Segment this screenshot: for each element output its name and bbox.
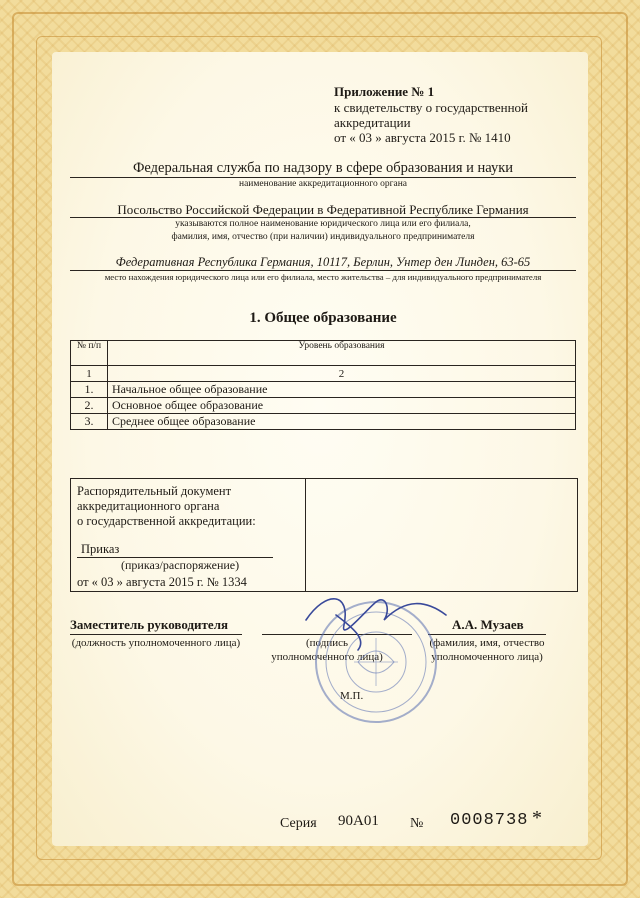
row-num: 1. — [71, 382, 108, 398]
organization-underline — [70, 217, 576, 218]
row-num: 3. — [71, 414, 108, 430]
signer-role-underline — [70, 634, 242, 635]
table-index-row — [71, 366, 576, 382]
address-caption: место нахождения юридического лица или его филиала, место жительства – для индивидуального предпринимателя — [104, 272, 542, 282]
signer-name-caption-2: уполномоченного лица) — [431, 651, 543, 663]
header-level: Уровень образования — [108, 341, 576, 366]
agency-name: Федеральная служба по надзору в сфере образования и науки — [132, 160, 514, 176]
order-line-2: аккредитационного органа — [77, 499, 220, 513]
table-row — [71, 382, 576, 398]
signature-caption-2: уполномоченного лица) — [271, 651, 383, 663]
signer-name: А.А. Музаев — [452, 617, 524, 632]
order-line-1: Распорядительный документ — [77, 484, 232, 498]
address-underline — [70, 270, 576, 271]
appendix-line-1: к свидетельству о государственной — [334, 100, 528, 115]
row-level: Среднее общее образование — [108, 414, 576, 430]
appendix-title: Приложение № 1 — [334, 84, 435, 99]
series-value: 90А01 — [338, 813, 379, 829]
index-col-2: 2 — [108, 366, 576, 382]
official-stamp-seal — [296, 580, 476, 740]
table-row — [71, 398, 576, 414]
star-mark: * — [532, 807, 542, 829]
signer-name-caption-1: (фамилия, имя, отчество — [429, 637, 545, 649]
order-type-caption: (приказ/распоряжение) — [121, 558, 240, 572]
table-header-row — [71, 341, 576, 366]
series-label: Серия — [280, 816, 317, 831]
organization-name: Посольство Российской Федерации в Федеративной Республике Германия — [117, 202, 529, 217]
organization-caption-2: фамилия, имя, отчество (при наличии) индивидуального предпринимателя — [171, 232, 475, 242]
order-date-line: от « 03 » августа 2015 г. № 1334 — [77, 575, 247, 589]
header-num: № п/п — [71, 341, 108, 366]
index-col-1: 1 — [71, 366, 108, 382]
signature-caption-1: (подпись — [305, 637, 348, 649]
address-value: Федеративная Республика Германия, 10117, Берлин, Унтер ден Линден, 63-65 — [115, 255, 531, 269]
education-levels-table — [70, 340, 576, 430]
appendix-line-3: от « 03 » августа 2015 г. № 1410 — [334, 130, 511, 145]
row-level: Начальное общее образование — [108, 382, 576, 398]
row-num: 2. — [71, 398, 108, 414]
agency-underline — [70, 177, 576, 178]
row-level: Основное общее образование — [108, 398, 576, 414]
serial-number-label: № — [410, 816, 424, 831]
signer-role-caption: (должность уполномоченного лица) — [71, 637, 241, 649]
agency-caption: наименование аккредитационного органа — [238, 179, 407, 189]
section-title: 1. Общее образование — [249, 310, 397, 326]
table-row — [71, 414, 576, 430]
stamp-place-label: М.П. — [340, 690, 364, 702]
order-document-box — [70, 478, 578, 592]
appendix-line-2: аккредитации — [334, 115, 411, 130]
serial-number-value: 0008738 — [450, 811, 529, 830]
order-line-3: о государственной аккредитации: — [77, 514, 256, 528]
order-type-value: Приказ — [81, 542, 120, 556]
order-box-divider — [305, 479, 306, 591]
organization-caption-1: указываются полное наименование юридического лица или его филиала, — [175, 219, 471, 229]
signer-role: Заместитель руководителя — [70, 617, 229, 632]
